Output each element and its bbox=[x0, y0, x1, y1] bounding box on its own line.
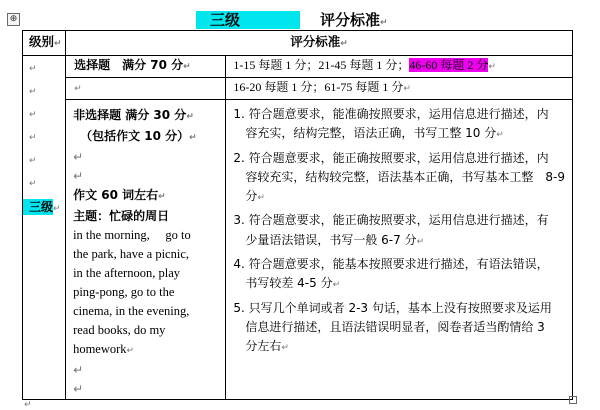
paragraph-mark: ↵ bbox=[24, 400, 32, 410]
essay-line: homework bbox=[73, 342, 127, 356]
essay-label bbox=[66, 186, 225, 207]
criterion-line: 少量语法错误，书写一般 6-7 分 bbox=[245, 232, 417, 247]
paragraph-mark: ↵ bbox=[29, 64, 37, 74]
non-choice-note bbox=[66, 127, 225, 148]
paragraph-mark: ↵ bbox=[73, 382, 84, 396]
multiple-choice-score-cell bbox=[226, 56, 573, 78]
non-choice-note-text: （包括作文 10 分） bbox=[80, 129, 190, 143]
essay-body bbox=[66, 226, 225, 361]
non-choice-label-text: 非选择题 满分 30 分 bbox=[73, 108, 187, 122]
header-criteria-text: 评分标准 bbox=[290, 34, 341, 49]
paragraph-mark: ↵ bbox=[54, 39, 62, 49]
empty-cell bbox=[66, 78, 226, 100]
multiple-choice-label-cell bbox=[66, 56, 226, 78]
criterion-3 bbox=[233, 211, 568, 252]
paragraph-mark: ↵ bbox=[186, 112, 194, 122]
mc-scoring-line2: 16-20 每题 1 分；61-75 每题 1 分 bbox=[233, 80, 404, 94]
criterion-line-wrap bbox=[233, 124, 568, 145]
paragraph-mark: ↵ bbox=[29, 156, 37, 166]
paragraph-mark: ↵ bbox=[73, 169, 84, 183]
paragraph-mark: ↵ bbox=[74, 84, 82, 94]
paragraph-mark: ↵ bbox=[189, 133, 197, 143]
criterion-line-wrap bbox=[233, 231, 568, 252]
paragraph-mark: ↵ bbox=[53, 204, 61, 214]
multiple-choice-label: 选择题 满分 70 分 bbox=[74, 58, 184, 72]
paragraph-mark: ↵ bbox=[416, 236, 425, 247]
header-level-text: 级别 bbox=[29, 34, 55, 49]
paragraph-mark: ↵ bbox=[73, 363, 84, 377]
paragraph-mark: ↵ bbox=[158, 192, 166, 202]
paragraph-mark: ↵ bbox=[29, 87, 37, 97]
essay-theme: 主题：忙碌的周日 bbox=[73, 209, 170, 223]
essay-line: ping-pong, go to the bbox=[73, 285, 175, 299]
criterion-4 bbox=[233, 255, 568, 296]
essay-line: cinema, in the evening, bbox=[73, 304, 190, 318]
criterion-1 bbox=[233, 105, 568, 146]
paragraph-mark: ↵ bbox=[281, 343, 289, 354]
criterion-line-wrap bbox=[233, 187, 568, 208]
paragraph-mark: ↵ bbox=[403, 84, 411, 94]
title-level: 三级 bbox=[196, 11, 300, 29]
criterion-line-wrap bbox=[233, 337, 568, 358]
criterion-line: 1. 符合题意要求，能准确按照要求，运用信息进行描述，内 bbox=[233, 107, 549, 121]
level-cell bbox=[23, 56, 66, 400]
criteria-cell bbox=[226, 100, 573, 400]
criterion-line: 容较充实，结构较完整，语法基本正确，书写基本工整 8-9 bbox=[245, 169, 565, 184]
header-cell-level bbox=[23, 31, 66, 56]
title-criteria: 评分标准 bbox=[320, 11, 381, 29]
criterion-line: 分左右 bbox=[245, 339, 282, 354]
paragraph-mark: ↵ bbox=[488, 62, 496, 72]
mc-scoring-part1: 1-15 每题 1 分；21-45 每题 1 分； bbox=[233, 58, 410, 72]
table-row bbox=[23, 100, 573, 400]
table-row bbox=[23, 78, 573, 100]
criterion-2 bbox=[233, 149, 568, 209]
paragraph-mark: ↵ bbox=[380, 18, 388, 28]
table-move-handle-icon[interactable]: ⊕ bbox=[7, 13, 20, 26]
criterion-5 bbox=[233, 299, 568, 359]
essay-info-cell bbox=[66, 100, 226, 400]
table-resize-handle[interactable] bbox=[569, 396, 577, 404]
page-title bbox=[196, 9, 388, 31]
essay-line: in the morning, go to bbox=[73, 228, 191, 242]
essay-line: in the afternoon, play bbox=[73, 266, 180, 280]
criterion-line: 分 bbox=[245, 189, 258, 204]
essay-line: the park, have a picnic, bbox=[73, 247, 189, 261]
criterion-line: 信息进行描述，且语法错误明显者，阅卷者适当酌情给 3 bbox=[245, 319, 545, 334]
criterion-line: 容充实，结构完整，语法正确，书写工整 10 分 bbox=[245, 126, 497, 141]
paragraph-mark: ↵ bbox=[126, 346, 135, 356]
criterion-line: 4. 符合题意要求，能基本按照要求进行描述，有语法错误， bbox=[233, 257, 549, 272]
essay-line: read books, do my bbox=[73, 323, 166, 337]
table-header-row bbox=[23, 31, 573, 56]
paragraph-mark: ↵ bbox=[29, 179, 37, 189]
criterion-line-wrap bbox=[233, 274, 568, 295]
paragraph-mark: ↵ bbox=[496, 130, 504, 141]
criterion-line: 5. 只写几个单词或者 2-3 句话，基本上没有按照要求及运用 bbox=[233, 300, 552, 315]
mc-scoring-highlight: 46-60 每题 2 分 bbox=[409, 58, 489, 72]
paragraph-mark: ↵ bbox=[183, 62, 191, 72]
paragraph-mark: ↵ bbox=[73, 150, 84, 164]
paragraph-mark: ↵ bbox=[29, 133, 37, 143]
paragraph-mark: ↵ bbox=[257, 193, 265, 204]
criterion-line: 书写较差 4-5 分 bbox=[245, 276, 333, 291]
paragraph-mark: ↵ bbox=[340, 39, 348, 49]
non-choice-label bbox=[66, 106, 225, 127]
table-row bbox=[23, 56, 573, 78]
paragraph-mark: ↵ bbox=[332, 280, 341, 291]
header-cell-criteria bbox=[66, 31, 573, 56]
criterion-line: 2. 符合题意要求，能正确按照要求，运用信息进行描述，内 bbox=[233, 150, 549, 165]
level-label: 三级 bbox=[23, 199, 53, 215]
criterion-line: 3. 符合题意要求，能正确按照要求，运用信息进行描述，有 bbox=[233, 213, 549, 228]
essay-label-text: 作文 60 词左右 bbox=[73, 188, 159, 202]
scoring-table bbox=[22, 30, 573, 400]
multiple-choice-score-cell-2 bbox=[226, 78, 573, 100]
paragraph-mark: ↵ bbox=[29, 110, 37, 120]
